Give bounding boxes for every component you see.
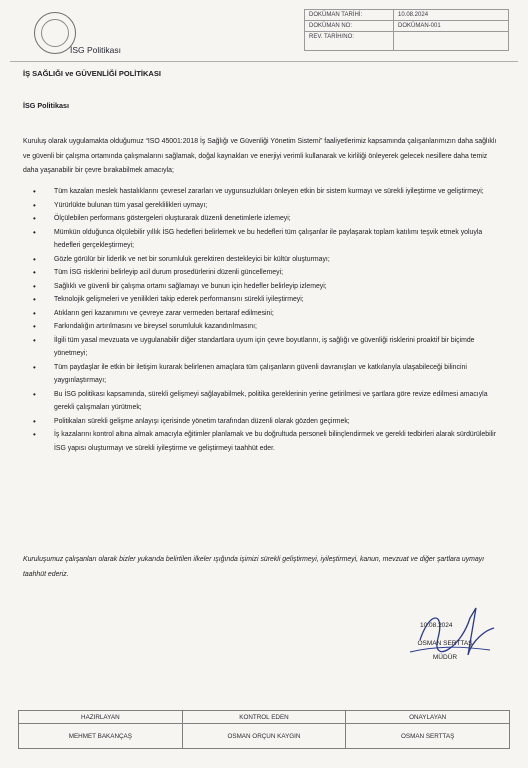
intro-paragraph: Kuruluş olarak uygulamakta olduğumuz “ISO 45001:2018 İş Sağlığı ve Güvenliği Yönetim Sistemi” faaliyetlerimiz kapsamında çalışanlarımızın daha sağlıklı ve güvenli bir çalışma ortamında çalışmalarını sağlamak, doğal kaynakları ve enerjiyi verimli kullanarak ve kirliliği önleyerek gelecek nesillere daha temiz daha yaşanabilir bir çevre bırakabilmek amacıyla; (23, 138, 497, 174)
signature-name: OSMAN SERTTAŞ (417, 640, 473, 647)
policy-item: • Yürürlükte bulunan tüm yasal gereklilikleri uymayı; (23, 199, 501, 213)
approval-header-approved: ONAYLAYAN (346, 711, 510, 724)
document-meta-table (304, 9, 509, 51)
policy-item: • Tüm İSG risklerini belirleyip acil durum prosedürlerini düzenli güncellemeyi; (23, 266, 501, 280)
header-divider (10, 61, 518, 62)
header-left (18, 8, 303, 58)
closing-paragraph: Kuruluşumuz çalışanları olarak bizler yukarıda belirtilen ilkeler ışığında işimizi sürekli geliştirmeyi, iyileştirmeyi, kanun, mevzuat ve diğer şartlara uymayı taahhüt ederiz. (23, 556, 485, 578)
signature-role: MÜDÜR (432, 654, 458, 661)
policy-item: • Farkındalığın artırılmasını ve bireysel sorumluluk kazandırılmasını; (23, 320, 501, 334)
policy-item: • Bu İSG politikası kapsamında, sürekli gelişmeyi sağlayabilmek, politika gereklerinin yerine getirilmesi ve şartlara göre revize edilmesi amacıyla gerekli çalışmaları yürütmek; (23, 388, 501, 415)
approval-name-approved: OSMAN SERTTAŞ (346, 724, 510, 749)
meta-label-docno: DOKÜMAN NO: (305, 21, 394, 32)
policy-item: • İş kazalarını kontrol altına almak amacıyla eğitimler planlamak ve bu doğrultuda personeli bilinçlendirmek ve gerekli tedbirleri alarak sürdürülebilir İSG yapısı oluşturmayı ve sürekli iyileştirme ve geliştirmeyi taahhüt eder. (23, 428, 501, 455)
meta-value-rev (394, 32, 509, 51)
policy-item: • Politikaları sürekli gelişme anlayışı içerisinde yönetim tarafından düzenli olarak gözden geçirmek; (23, 415, 501, 429)
policy-item: • İlgili tüm yasal mevzuata ve uygulanabilir diğer standartlara uyum için çevre boyutlarını, iş sağlığı ve güvenliği risklerini proaktif bir biçimde yönetmeyi; (23, 334, 501, 361)
approval-name-checked: OSMAN ORÇUN KAYGIN (182, 724, 346, 749)
policy-item: • Tüm kazaları meslek hastalıklarını çevresel zararları ve uygunsuzlukları önleyen etkin bir sistem kurmayı ve sürekli iyileştirme ve geliştirmeyi; (23, 185, 501, 199)
policy-item: • Gözle görülür bir liderlik ve net bir sorumluluk gerektiren destekleyici bir kültür oluşturmayı; (23, 253, 501, 267)
document-title: İŞ SAĞLIĞI ve GÜVENLİĞİ POLİTİKASI (23, 69, 161, 78)
meta-label-rev: REV. TARİH/NO: (305, 32, 394, 51)
meta-value-date: 10.08.2024 (394, 10, 509, 21)
approval-table (18, 710, 510, 749)
signature-date: 10.08.2024 (420, 622, 453, 629)
policy-item: • Teknolojik gelişmeleri ve yenilikleri takip ederek performansını sürekli iyileştirmeyi; (23, 293, 501, 307)
approval-header-checked: KONTROL EDEN (182, 711, 346, 724)
policy-item: • Sağlıklı ve güvenli bir çalışma ortamı sağlamayı ve bunun için hedefler belirleyip izlemeyi; (23, 280, 501, 294)
policy-item: • Ölçülebilen performans göstergeleri oluşturarak düzenli denetimlerle izlemeyi; (23, 212, 501, 226)
logo-emblem-icon (41, 19, 69, 47)
approval-header-prepared: HAZIRLAYAN (19, 711, 183, 724)
section-title: İSG Politikası (23, 101, 69, 110)
meta-value-docno: DOKÜMAN-001 (394, 21, 509, 32)
meta-label-date: DOKÜMAN TARİHİ: (305, 10, 394, 21)
policy-list (23, 185, 501, 455)
policy-item: • Mümkün olduğunca ölçülebilir yıllık İSG hedefleri belirlemek ve bu hedefleri tüm çalışanlar ile paylaşarak toplam katılımı teşvik etmek yoluyla hedefleri gerçekleştirmeyi; (23, 226, 501, 253)
header-title: İSG Politikası (70, 45, 122, 55)
policy-item: • Tüm paydaşlar ile etkin bir iletişim kurarak belirlenen amaçlara tüm çalışanların güvenli davranışları ve katkılarıyla ulaşabileceği bilincini yaygınlaştırmayı; (23, 361, 501, 388)
approval-name-prepared: MEHMET BAKANÇAŞ (19, 724, 183, 749)
policy-item: • Atıkların geri kazanımını ve çevreye zarar vermeden bertaraf edilmesini; (23, 307, 501, 321)
